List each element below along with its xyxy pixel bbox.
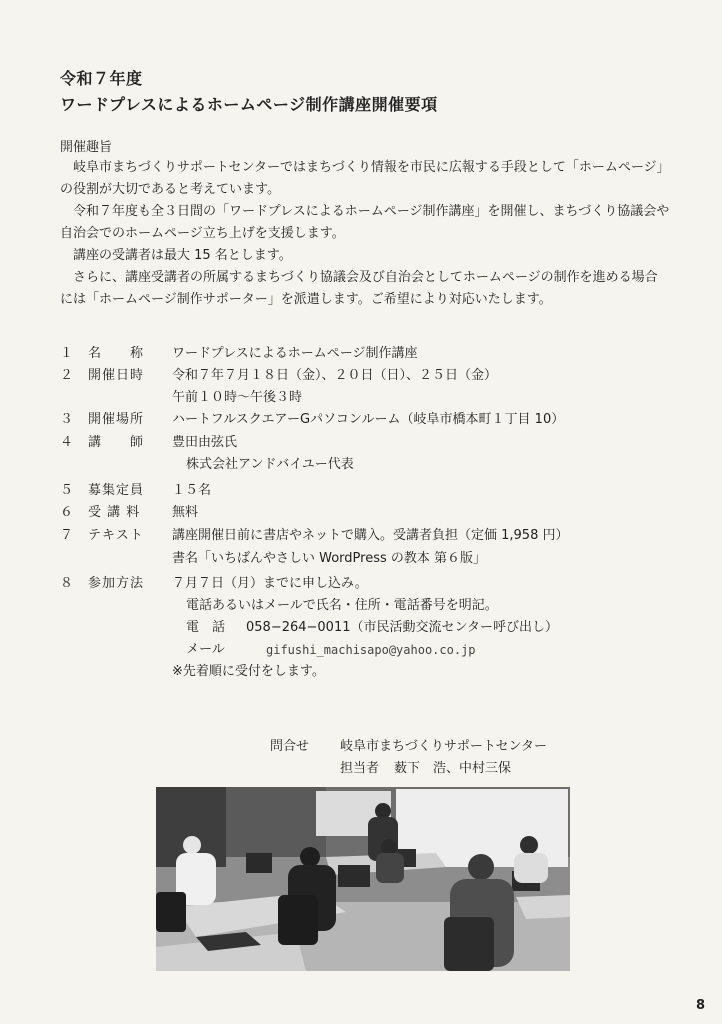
contact-label: 問合せ [270,739,310,754]
contact-persons: 薮下 浩、中村三保 [394,761,512,776]
item-number: ３ [60,412,74,427]
item-number: ６ [60,505,74,520]
item-number: ２ [60,368,74,383]
item-value: ハートフルスクエアーGパソコンルーム（岐阜市橋本町１丁目 10） [172,412,565,427]
phone-label: 電 話 [186,620,226,635]
item-row-text [60,525,680,547]
title-main: ワードプレスによるホームページ制作講座開催要項 [60,95,438,114]
item-label: 参加方法 [88,576,145,591]
item-value: ワードプレスによるホームページ制作講座 [172,346,418,361]
item-value: ７月７日（月）までに申し込み。 [172,576,368,591]
item-row-venue [60,409,680,431]
book-title: 書名「いちばんやさしい WordPress の教本 第６版」 [172,551,487,566]
item-number: ５ [60,483,74,498]
page-number: 8 [696,998,706,1013]
title-year: 令和７年度 [60,69,143,88]
item-value: 無料 [172,505,199,520]
item-label: 開催日時 [88,368,145,383]
purpose-paragraph-2: 令和７年度も全３日間の「ワードプレスによるホームページ制作講座」を開催し、まちづくり協議会や自治会でのホームページ立ち上げを支援します。 [60,204,670,241]
phone-number: 058−264−0011（市民活動交流センター呼び出し） [246,620,558,635]
item-row-capacity [60,480,680,502]
item-label: テキスト [88,528,144,543]
purpose-paragraph-1: 岐阜市まちづくりサポートセンターではまちづくり情報を市民に広報する手段として「ホームページ」の役割が大切であると考えています。 [60,160,670,197]
item-row-name [60,343,680,365]
purpose-heading: 開催趣旨 [60,140,113,155]
item-value: 豊田由弦氏 [172,435,238,450]
item-number: １ [60,346,74,361]
item-row-fee [60,502,680,524]
classroom-photo [156,787,570,971]
item-row-lecturer [60,432,680,454]
item-time: 午前１０時〜午後３時 [172,390,303,405]
first-come-note: ※先着順に受付をします。 [172,664,325,679]
item-number: ８ [60,576,74,591]
item-label: 募集定員 [88,483,145,498]
mail-label: メール [186,642,225,657]
item-label: 開催場所 [88,412,145,427]
lecturer-company: 株式会社アンドバイユー代表 [186,457,354,472]
purpose-paragraph-4: さらに、講座受講者の所属するまちづくり協議会及び自治会としてホームページの制作を進める場合には「ホームページ制作サポーター」を派遣します。ご希望により対応いたします。 [60,270,658,307]
item-row-date [60,365,680,387]
item-row-apply [60,573,680,595]
item-label: 講 師 [88,435,145,450]
item-value: 令和７年７月１８日（金）、２０日（日）、２５日（金） [172,368,498,383]
purpose-paragraph-3: 講座の受講者は最大 15 名とします。 [60,248,292,263]
item-number: ４ [60,435,74,450]
item-value: 講座開催日前に書店やネットで購入。受講者負担（定価 1,958 円） [172,528,569,543]
item-number: ７ [60,528,74,543]
item-label: 名 称 [88,346,145,361]
apply-note: 電話あるいはメールで氏名・住所・電話番号を明記。 [186,598,498,613]
item-value: １５名 [172,483,212,498]
contact-org: 岐阜市まちづくりサポートセンター [340,739,547,754]
email-address: gifushi_machisapo@yahoo.co.jp [266,643,476,657]
item-label: 受 講 料 [88,505,141,520]
contact-person-label: 担当者 [340,761,380,776]
